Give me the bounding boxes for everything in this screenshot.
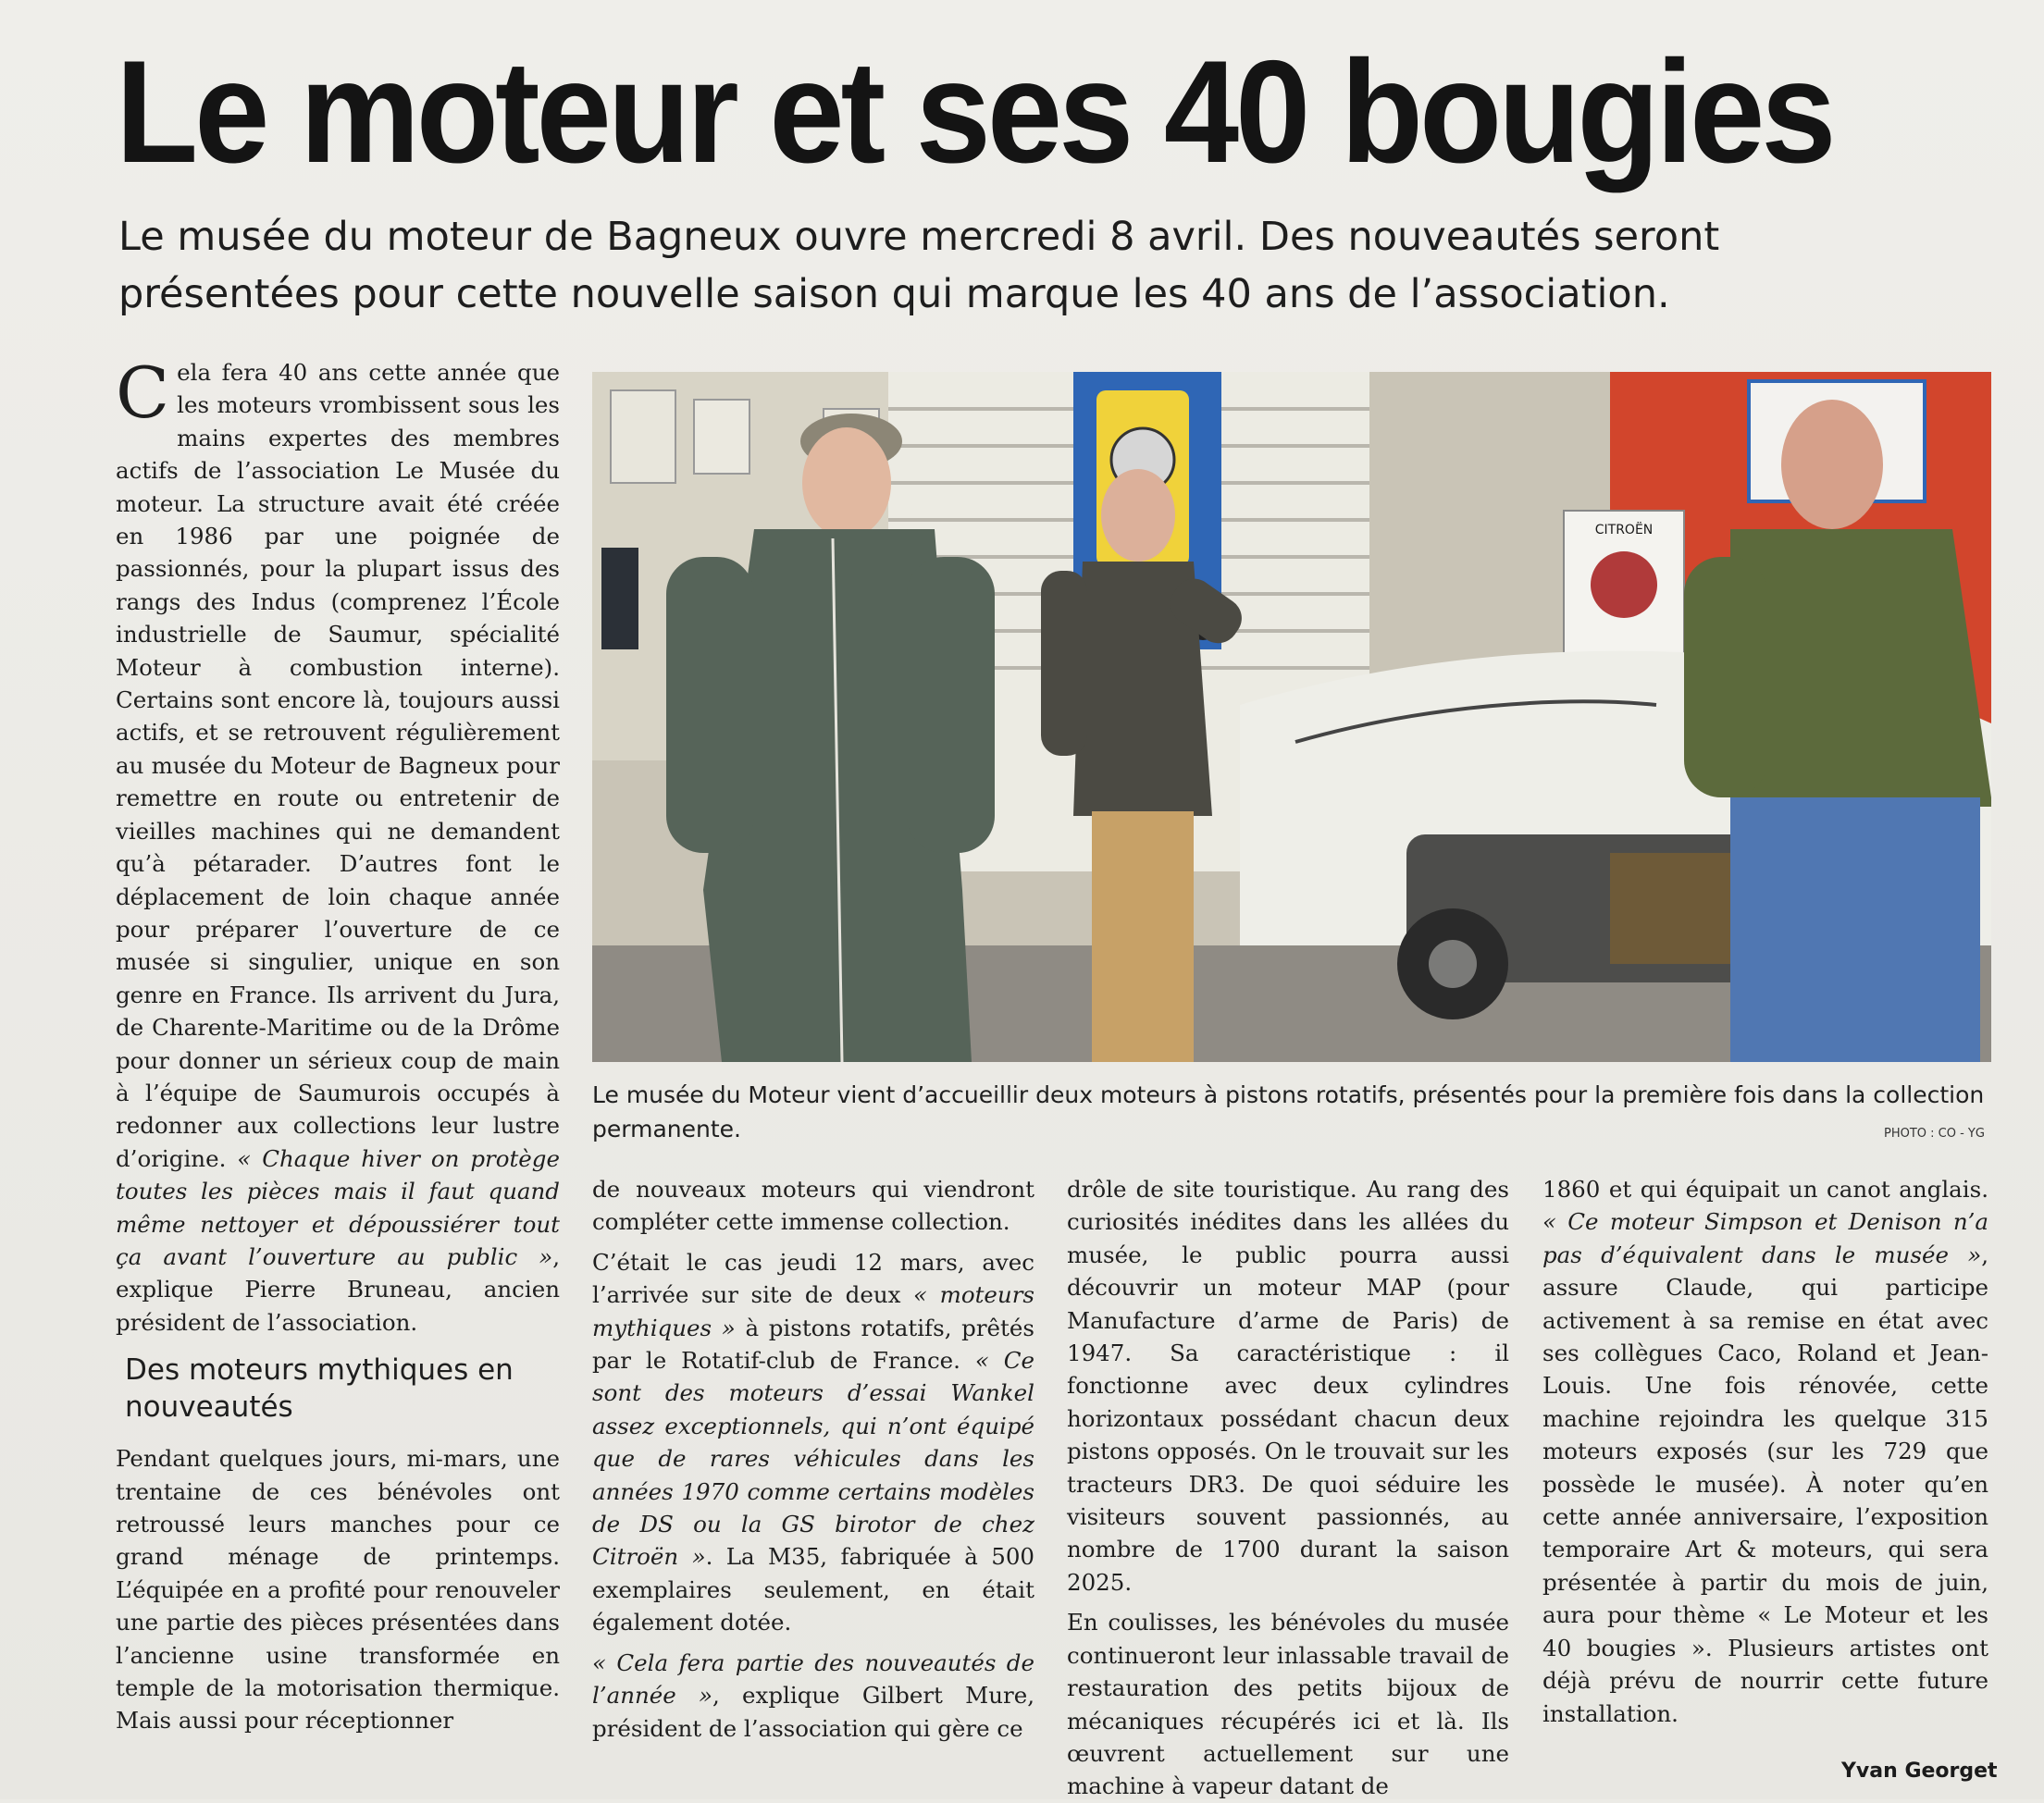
quote: « Cela fera partie des nouveautés de l’année » [592, 1649, 1034, 1710]
paragraph: de nouveaux moteurs qui viendront compléter cette immense collection. [592, 1176, 1034, 1236]
drop-cap: C [116, 352, 170, 434]
sign-text: CITROËN [1594, 523, 1654, 537]
paragraph: C’était le cas jeudi 12 mars, avec l’arrivée sur site de deux « moteurs mythiques » à pistons rotatifs, prêtés par le Rotatif-club de France. « Ce sont des moteurs d’essai Wankel assez exceptionnels, qui n’ont équipé que de rares véhicules dans les années 1970 comme certains modèles de DS ou la GS birotor de chez Citroën ». La M35, fabriquée à 500 exemplaires seulement, en était également dotée. [592, 1248, 1034, 1636]
paragraph: En coulisses, les bénévoles du musée continueront leur inlassable travail de restauration des petits bijoux de mécaniques récupérés ici et là. Ils œuvrent actuellement sur une machine à vapeur datant de [1067, 1609, 1509, 1800]
quote: « Chaque hiver on protège toutes les pièces mais il faut quand même nettoyer et dépoussiérer tout ça avant l’ouverture au public » [116, 1144, 560, 1270]
photo-caption: Le musée du Moteur vient d’accueillir deux moteurs à pistons rotatifs, présentés pour la première fois dans la collection permanente. [592, 1081, 1985, 1142]
column-4 [1542, 1173, 1988, 1730]
column-2 [592, 1173, 1034, 1745]
quote: « Ce sont des moteurs d’essai Wankel assez exceptionnels, qui n’ont équipé que de rares véhicules dans les années 1970 comme certains modèles de DS ou la GS birotor de chez Citroën » [592, 1347, 1034, 1571]
standfirst: Le musée du moteur de Bagneux ouvre mercredi 8 avril. Des nouveautés seront présentées pour cette nouvelle saison qui marque les 40 ans de l’association. [118, 214, 1720, 317]
column-3 [1067, 1173, 1509, 1803]
column-1 [116, 352, 560, 1737]
quote: « Ce moteur Simpson et Denison n’a pas d’équivalent dans le musée » [1542, 1208, 1988, 1268]
quote: « moteurs mythiques » [592, 1281, 1034, 1341]
paragraph: 1860 et qui équipait un canot anglais. « Ce moteur Simpson et Denison n’a pas d’équivalent dans le musée », assure Claude, qui participe activement à sa remise en état avec ses collègues Caco, Roland et Jean-Louis. Une fois rénovée, cette machine rejoindra les quelque 315 moteurs exposés (sur les 729 que possède le musée). À noter qu’en cette année anniversaire, l’exposition temporaire Art & moteurs, qui sera présentée à partir du mois de juin, aura pour thème « Le Moteur et les 40 bougies ». Plusieurs artistes ont déjà prévu de nourrir cette future installation. [1542, 1176, 1988, 1727]
headline: Le moteur et ses 40 bougies [116, 30, 1833, 193]
photo-illustration [592, 372, 1991, 1062]
paragraph: Pendant quelques jours, mi-mars, une trentaine de ces bénévoles ont retroussé leurs manches pour ce grand ménage de printemps. L’équipée en a profité pour renouveler une partie des pièces présentées dans l’ancienne usine transformée en temple de la motorisation thermique. Mais aussi pour réceptionner [116, 1445, 560, 1735]
paragraph: « Cela fera partie des nouveautés de l’année », explique Gilbert Mure, président de l’association qui gère ce [592, 1649, 1034, 1742]
subheading: Des moteurs mythiques en nouveautés [125, 1353, 514, 1425]
photo-credit: PHOTO : CO - YG [1884, 1127, 1985, 1141]
paragraph: drôle de site touristique. Au rang des curiosités inédites dans les allées du musée, le public pourra aussi découvrir un moteur MAP (pour Manufacture d’arme de Paris) de 1947. Sa caractéristique : il fonctionne avec deux cylindres horizontaux possédant chacun deux pistons opposés. On le trouvait sur les tracteurs DR3. De quoi séduire les visiteurs souvent passionnés, au nombre de 1700 durant la saison 2025. [1067, 1176, 1509, 1596]
article-photo [592, 372, 1991, 1062]
byline: Yvan Georget [1841, 1760, 1998, 1783]
paragraph: Cela fera 40 ans cette année que les moteurs vrombissent sous les mains expertes des membres actifs de l’association Le Musée du moteur. La structure avait été créée en 1986 par une poignée de passionnés, pour la plupart issus des rangs des Indus (comprenez l’École industrielle de Saumur, spécialité Moteur à combustion interne). Certains sont encore là, toujours aussi actifs, et se retrouvent régulièrement au musée du Moteur de Bagneux pour remettre en route ou entretenir de vieilles machines qui ne demandent qu’à pétarader. D’autres font le déplacement de loin chaque année pour préparer l’ouverture de ce musée si singulier, unique en son genre en France. Ils arrivent du Jura, de Charente-Maritime ou de la Drôme pour donner un sérieux coup de main à l’équipe de Saumurois occupés à redonner aux collections leur lustre d’origine. « Chaque hiver on protège toutes les pièces mais il faut quand même nettoyer et dépoussiérer tout ça avant l’ouverture au public », explique Pierre Bruneau, ancien président de l’association. [116, 352, 560, 1336]
